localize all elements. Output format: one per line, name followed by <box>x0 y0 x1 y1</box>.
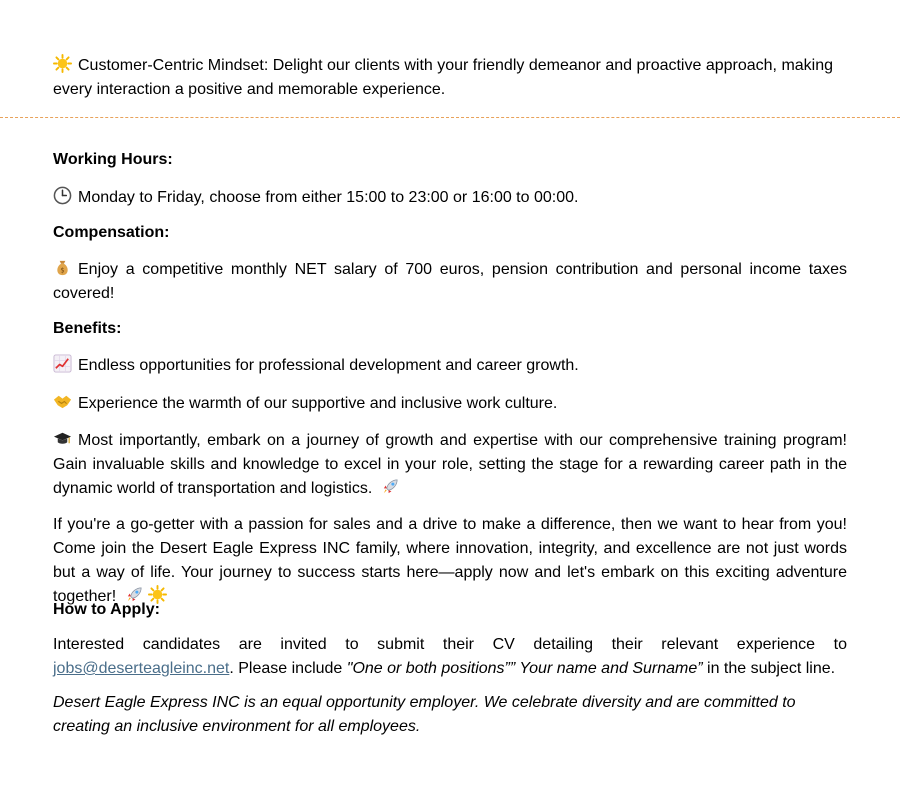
how-to-apply-heading: How to Apply: <box>53 601 160 618</box>
rocket-icon <box>381 477 400 496</box>
apply-text-after: in the subject line. <box>702 660 836 677</box>
dashed-divider <box>0 117 900 118</box>
money-bag-icon <box>53 258 72 277</box>
compensation-text: Enjoy a competitive monthly NET salary of 700 euros, pension contribution and personal income taxes covered! <box>53 261 847 302</box>
compensation-paragraph <box>53 258 847 306</box>
benefits-heading: Benefits: <box>53 320 122 337</box>
working-hours-text: Monday to Friday, choose from either 15:00 to 23:00 or 16:00 to 00:00. <box>78 189 579 206</box>
subject-hint: "One or both positions”” Your name and Surname” <box>346 660 703 677</box>
graduation-cap-icon <box>53 429 72 448</box>
working-hours-heading: Working Hours: <box>53 151 173 168</box>
benefit-item <box>53 354 847 378</box>
svg-text:$: $ <box>60 266 65 275</box>
benefit-text: Experience the warmth of our supportive and inclusive work culture. <box>78 395 558 412</box>
apply-text-middle: . Please include <box>229 660 347 677</box>
equal-opportunity-statement: Desert Eagle Express INC is an equal opportunity employer. We celebrate diversity and are committed to creating an inclusive environment for all employees. <box>53 694 796 735</box>
benefit-item <box>53 429 847 501</box>
intro-text: Customer-Centric Mindset: Delight our clients with your friendly demeanor and proactive approach, making every interaction a positive and memorable experience. <box>53 57 834 98</box>
benefit-text: Endless opportunities for professional development and career growth. <box>78 357 579 374</box>
handshake-icon <box>53 392 72 411</box>
compensation-heading: Compensation: <box>53 224 170 241</box>
apply-text-before: Interested candidates are invited to submit their CV detailing their relevant experience to <box>53 636 847 653</box>
chart-increasing-icon <box>53 354 72 373</box>
sun-icon <box>53 54 72 73</box>
email-link[interactable]: jobs@deserteagleinc.net <box>53 660 230 677</box>
benefit-text: Most importantly, embark on a journey of growth and expertise with our comprehensive training program! Gain invaluable skills and knowledge to excel in your role, setting the stage for a rewarding career path in the dynamic world of transportation and logistics. <box>53 432 847 497</box>
clock-icon <box>53 186 72 205</box>
closing-text: If you're a go-getter with a passion for sales and a drive to make a difference, then we want to hear from you! Come join the Desert Eagle Express INC family, where innovation, integrity, and excellence are not just words but a way of life. Your journey to success starts here—apply now and let's embark on this exciting adventure together! <box>53 516 847 605</box>
closing-paragraph <box>53 513 847 609</box>
benefit-item <box>53 392 847 416</box>
how-to-apply-paragraph <box>53 633 847 681</box>
working-hours-paragraph <box>53 186 847 210</box>
intro-paragraph <box>53 54 847 102</box>
